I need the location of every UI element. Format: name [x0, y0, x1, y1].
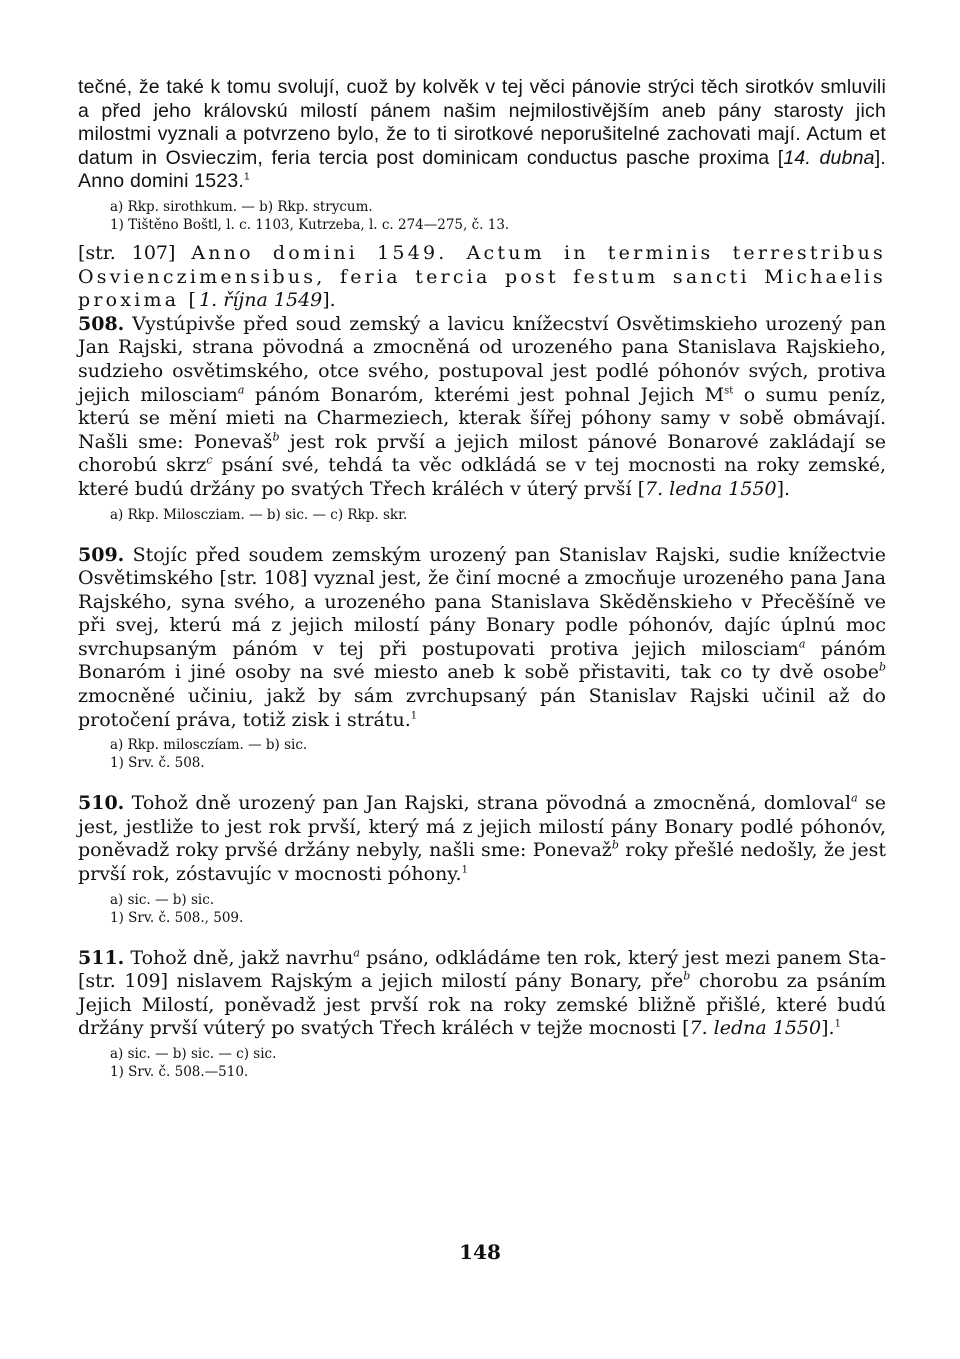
footnote-a: a) Rkp. sirothkum. — b) Rkp. strycum. [110, 198, 373, 215]
footnote-a: a) Rkp. Miloscziam. — b) sic. — c) Rkp. skr. [110, 506, 408, 523]
page-body [78, 76, 886, 1081]
entry-511: 511. Tohož dně, jakž navrhu$^a$ psáno, odkládáme ten rok, který jest mezi panem Sta- [str. 109] nislavem Rajským a jejich milostí pány Bonary, pře$^b$ chorobu za psáním Jejich Milostí, poněvadž jest prvší rok na roky zemské bližně přišlé, které budú držány prvší vúterý po svatých Třech králéch v tejže mocnosti [7. ledna 1550].$^1$ [78, 946, 886, 1040]
page-reference: [str. 108] [219, 567, 308, 590]
entry-510: 510. Tohož dně urozený pan Jan Rajski, strana pövodná a zmocněná, domloval$^a$ se jest, jestliže to jest rok prvší, který má z jejich milostí pány Bonary podlé póhonóv, poněvadž roky prvšé držány nebyly, našli sme: Ponevaž$^b$ roky přešlé nedošly, že jest prvší rok, zóstavujíc v mocnosti póhony.$^1$ [78, 791, 887, 886]
section-heading: [str. 107] Anno domini 1549. Actum in terminis terrestribus Osvienczimensibus, feria tercia post festum sancti Michaelis proxima [1. října 1549]. [78, 241, 886, 312]
footnote-a: a) Rkp. milosczíam. — b) sic. [110, 737, 308, 754]
footnotes-509 [110, 736, 886, 772]
paragraph-continuation: tečné, že také k tomu svolují, cuož by kolvěk v tej věci pánovie strýci těch sirotkóv smluvili a před jeho královskú milostí pánem našim nejmilostivějším aneb pány starosty jich milostmi vyznali a potvrzeno bylo, že to ti sirotkové neporušitelné zachovati mají. Actum et datum in Osvieczim, feria tercia post dominicam conductus pasche proxima [14. dubna]. Anno domini 1523.$^1$ [78, 76, 886, 193]
footnotes-510 [110, 891, 886, 927]
page-reference: [str. 107] [78, 241, 176, 264]
footnote-a: a) sic. — b) sic. — c) sic. [110, 1046, 277, 1062]
footnote-1: 1) Srv. č. 508.—510. [110, 1064, 249, 1080]
footnote-1: 1) Srv. č. 508., 509. [110, 909, 244, 926]
footnote-1: 1) Srv. č. 508. [110, 755, 205, 772]
footnotes-508 [110, 506, 886, 524]
footnote-1: 1) Tištěno Boštl, l. c. 1103, Kutrzeba, l. c. 274—275, č. 13. [110, 216, 510, 233]
page-reference: [str. 109] [78, 970, 169, 993]
footnote-a: a) sic. — b) sic. [110, 891, 215, 908]
footnotes-511 [110, 1045, 886, 1081]
entry-509: 509. Stojíc před soudem zemským urozený pan Stanislav Rajski, sudie knížectvie Osvětimského [str. 108] vyznal jest, že činí mocné a zmocňuje urozeného pana Jana Rajského, syna svého, a urozeného pana Stanislava Skěděnskieho v Přecěšíně ve při svej, kterú má z jejich milostí pány Bonary podle póhonóv, dajíc úplnú moc svrchupsaným pánóm v tej při postupovati protiva jejich milosciam$^a$ pánóm Bonaróm i jiné osoby na své miesto aneb k sobě přistaviti, tak co ty dvě osobe$^b$ zmocněné učiniu, jakž by sám zvrchupsaný pán Stanislav Rajski učinil až do protočení práva, totiž zisk i strátu.$^1$ [78, 543, 886, 731]
entry-508: 508. Vystúpivše před soud zemský a lavicu knížecství Osvětimskieho urozený pan Jan Rajski, strana pövodná a zmocněná od urozeného pana Stanislava Rajskieho, sudzieho osvětimského, otce svého, postupoval jest podlé póhonóv svých, protiva jejich milosciam$^a$ pánóm Bonaróm, kterémi jest pohnal Jejich Mst o sumu peníz, kterú se mění mieti na Charmeziech, kterak šířej póhony samy v sobě obmávají. Našli sme: Ponevaš$^b$ jest rok prvší a jejich milost pánové Bonarové zakládají se chorobú skrz$^c$ psání své, tehdá ta věc odkládá se v tej mocnosti na roky zemské, které budú držány po svatých Třech králéch v úterý prvší [7. ledna 1550]. [78, 312, 886, 500]
footnotes-block1 [110, 198, 886, 234]
page-number: 148 [459, 1240, 501, 1264]
